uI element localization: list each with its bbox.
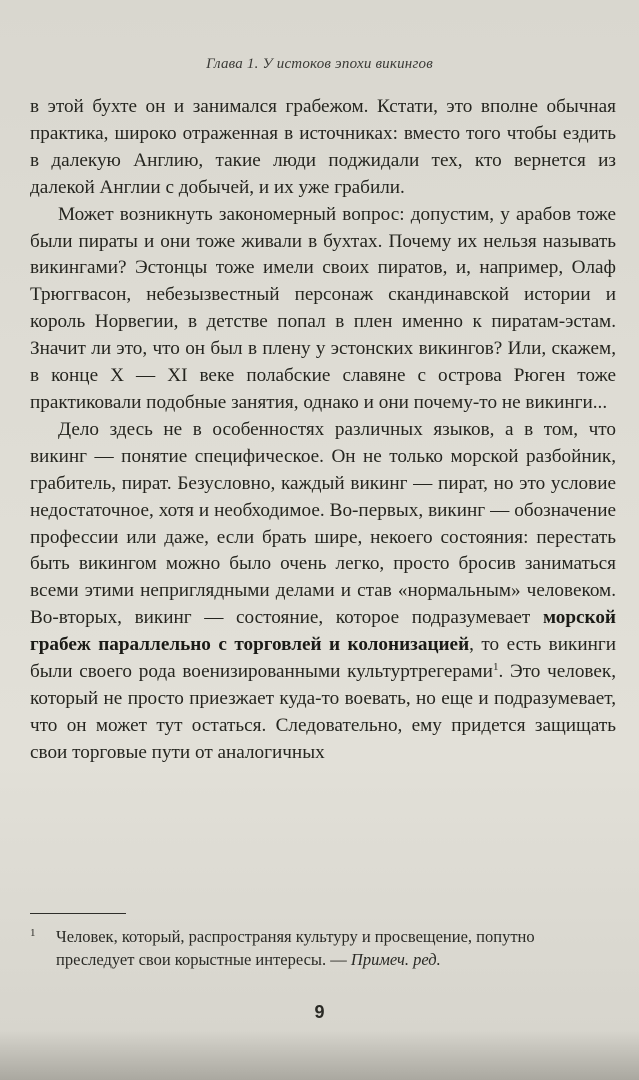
running-head: Глава 1. У истоков эпохи викингов bbox=[206, 56, 433, 72]
bottom-shadow bbox=[0, 1030, 639, 1080]
page-number: 9 bbox=[314, 1002, 325, 1022]
paragraph-3-text-end: . Это человек, который не просто приезжает куда-то воевать, но еще и подразумевает, что он может тут остаться. Следовательно, ему придется защищать свои торговые пути от аналогичных bbox=[30, 661, 616, 763]
footnote-line-2 bbox=[30, 948, 616, 971]
paragraph-3-text-start: Дело здесь не в особенностях различных языков, а в том, что викинг — понятие специфическое. Он не только морской разбойник, грабитель, пират. Безусловно, каждый викинг — пират, но это условие недостаточное, хотя и необходимое. Во-первых, викинг — обозначение профессии или даже, если брать шире, некоего состояния: перестать быть викингом можно было очень легко, просто бросив заниматься всеми этими неприглядными делами и став «нормальным» человеком. Во-вторых, викинг — состояние, которое подразумевает bbox=[30, 418, 616, 629]
footnote-rule bbox=[30, 913, 126, 914]
footnote-text-1: Человек, который, распространяя культуру и просвещение, попутно bbox=[56, 927, 535, 946]
paragraph-3-text-middle: , то есть викинги были своего рода военизированными культуртрегерами bbox=[30, 634, 617, 683]
paragraph-1: в этой бухте он и занимался грабежом. Кстати, это вполне обычная практика, широко отраженная в источниках: вместо того чтобы ездить в далекую Англию, такие люди поджидали тех, кто вернется из далекой Англии с добычей, и их уже грабили. bbox=[30, 96, 616, 198]
bold-emphasis: морской грабеж параллельно с торговлей и колонизацией bbox=[30, 607, 616, 656]
paragraph-3 bbox=[30, 417, 616, 767]
paragraph-2: Может возникнуть закономерный вопрос: допустим, у арабов тоже были пираты и они тоже живали в бухтах. Почему их нельзя называть викингами? Эстонцы тоже имели своих пиратов, и, например, Олаф Трюггвасон, небезызвестный персонаж скандинавской истории и король Норвегии, в детстве попал в плен именно к пиратам-эстам. Значит ли это, что он был в плену у эстонских викингов? Или, скажем, в конце X — XI веке полабские славяне с острова Рюген тоже практиковали подобные занятия, однако и они почему-то не викинги... bbox=[30, 203, 616, 413]
editor-note: Примеч. ред. bbox=[350, 950, 441, 969]
footnote bbox=[30, 925, 616, 971]
body-text bbox=[30, 94, 616, 767]
footnote-text-2: преследует свои корыстные интересы. — bbox=[56, 950, 351, 969]
footnote-reference: 1 bbox=[492, 661, 499, 674]
footnote-line-1: 1 Человек, который, распространяя культуру и просвещение, попутно bbox=[30, 927, 535, 946]
